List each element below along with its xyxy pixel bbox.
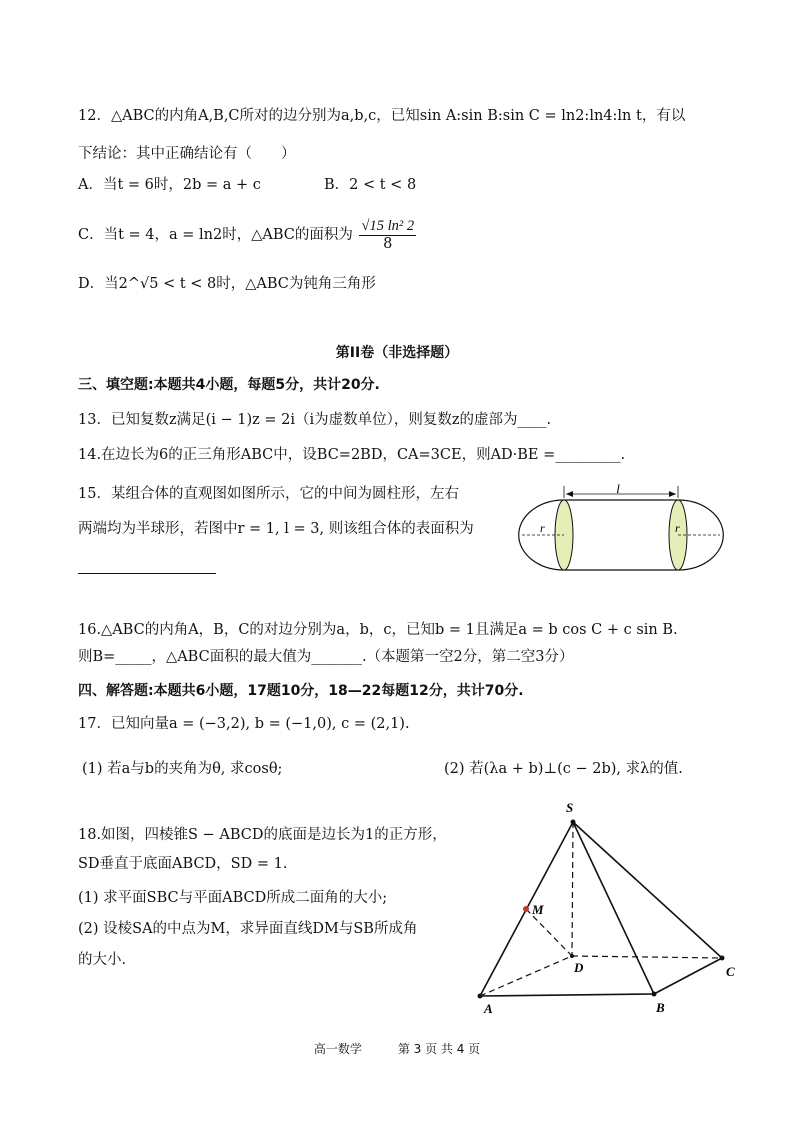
q17-part1: (1) 若a与b的夹角为θ, 求cosθ; bbox=[82, 761, 283, 777]
q18-line4: (2) 设棱SA的中点为M，求异面直线DM与SB所成角 bbox=[78, 921, 418, 937]
q17-stem: 17．已知向量a = (−3,2), b = (−1,0), c = (2,1). bbox=[78, 716, 410, 732]
q16-line1: 16.△ABC的内角A，B，C的对边分别为a，b，c，已知b = 1且满足a = b cos C + c sin B. bbox=[78, 622, 678, 638]
page-footer: 高一数学 第 3 页 共 4 页 bbox=[313, 1042, 481, 1056]
part2-title: 第II卷（非选择题） bbox=[335, 345, 459, 361]
q18-line1: 18.如图，四棱锥S − ABCD的底面是边长为1的正方形， bbox=[78, 827, 447, 843]
q15-answer-blank bbox=[78, 573, 216, 574]
q15-stem-line1: 15．某组合体的直观图如图所示，它的中间为圆柱形，左右 bbox=[78, 486, 459, 502]
q12-option-b: B．2 < t < 8 bbox=[324, 177, 417, 193]
q12-option-c-fraction: $\frac{\text{√15 ln² 2}}{8}$ bbox=[361, 218, 415, 253]
q12-stem-line1: 12．△ABC的内角A,B,C所对的边分别为a,b,c，已知sin A:sin B:sin C = ln2:ln4:ln t，有以 bbox=[78, 108, 686, 124]
q15-figure-capsule bbox=[518, 484, 724, 584]
q18-label-b: B bbox=[656, 1000, 665, 1015]
q15-figure-label-r-left: r bbox=[540, 521, 545, 535]
q18-line5: 的大小. bbox=[78, 952, 127, 968]
q15-stem-line2: 两端均为半球形，若图中r = 1, l = 3, 则该组合体的表面积为 bbox=[78, 521, 474, 537]
q17-part2: (2) 若(λa + b)⊥(c − 2b), 求λ的值. bbox=[444, 761, 683, 777]
q12-stem-line2: 下结论：其中正确结论有（ ） bbox=[78, 146, 296, 162]
q16-line2: 则B=_____，△ABC面积的最大值为_______.（本题第一空2分，第二空3分） bbox=[78, 649, 574, 665]
q18-line3: (1) 求平面SBC与平面ABCD所成二面角的大小; bbox=[78, 890, 388, 906]
q18-label-d: D bbox=[574, 960, 584, 975]
q12-option-d: D．当2^√5 < t < 8时，△ABC为钝角三角形 bbox=[78, 276, 376, 292]
q15-figure-label-l: l bbox=[616, 484, 620, 496]
q18-figure-pyramid bbox=[470, 796, 750, 1018]
q15-figure-label-r-right: r bbox=[675, 521, 680, 535]
q18-label-m: M bbox=[532, 902, 544, 917]
q12-option-c: C．当t = 4，a = ln2时，△ABC的面积为 $\frac{\text{√15 ln² 2}}{8}$ bbox=[78, 218, 415, 253]
q18-label-s: S bbox=[566, 800, 574, 815]
q18-label-a: A bbox=[484, 1001, 493, 1016]
section4-heading: 四、解答题:本题共6小题，17题10分，18—22每题12分，共计70分. bbox=[78, 683, 524, 699]
q18-label-c: C bbox=[726, 964, 735, 979]
q14: 14.在边长为6的正三角形ABC中，设BC=2BD，CA=3CE，则AD·BE =_________. bbox=[78, 447, 626, 463]
q18-line2: SD垂直于底面ABCD，SD = 1. bbox=[78, 856, 288, 872]
q12-option-a: A．当t = 6时，2b = a + c bbox=[78, 177, 261, 193]
section3-heading: 三、填空题:本题共4小题，每题5分，共计20分. bbox=[78, 377, 380, 393]
q13: 13．已知复数z满足(i − 1)z = 2i（i为虚数单位），则复数z的虚部为____. bbox=[78, 412, 552, 428]
